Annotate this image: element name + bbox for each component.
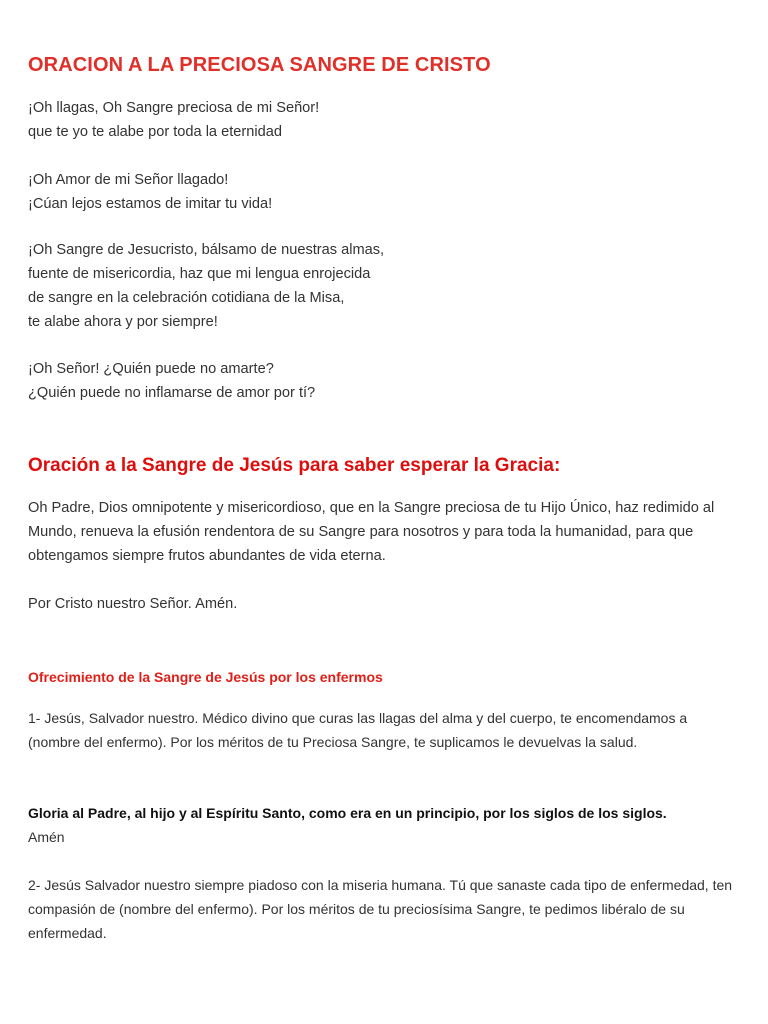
stanza-2 bbox=[28, 168, 272, 216]
stanza-line: fuente de misericordia, haz que mi lengua enrojecida bbox=[28, 266, 371, 282]
amen-line: Amén bbox=[28, 829, 65, 845]
stanza-line: ¡Oh llagas, Oh Sangre preciosa de mi Señor! bbox=[28, 100, 320, 116]
stanza-4 bbox=[28, 357, 315, 405]
stanza-line: ¡Cúan lejos estamos de imitar tu vida! bbox=[28, 196, 273, 212]
section-heading-gracia: Oración a la Sangre de Jesús para saber esperar la Gracia: bbox=[28, 455, 561, 476]
stanza-line: que te yo te alabe por toda la eternidad bbox=[28, 124, 282, 140]
page-title: ORACION A LA PRECIOSA SANGRE DE CRISTO bbox=[28, 54, 491, 76]
gloria-line: Gloria al Padre, al hijo y al Espíritu Santo, como era en un principio, por los siglos de los siglos. bbox=[28, 805, 667, 821]
gracia-closing: Por Cristo nuestro Señor. Amén. bbox=[28, 596, 238, 612]
gloria-block bbox=[28, 801, 738, 849]
stanza-1 bbox=[28, 96, 319, 144]
stanza-3 bbox=[28, 238, 384, 334]
stanza-line: te alabe ahora y por siempre! bbox=[28, 314, 218, 330]
section-heading-enfermos: Ofrecimiento de la Sangre de Jesús por los enfermos bbox=[28, 669, 383, 685]
enfermos-item-2: 2- Jesús Salvador nuestro siempre piadoso con la miseria humana. Tú que sanaste cada tipo de enfermedad, ten compasión de (nombre del enfermo). Por los méritos de tu preciosísima Sangre, te pedimos libéralo de su enfermedad. bbox=[28, 877, 733, 941]
stanza-line: ¡Oh Señor! ¿Quién puede no amarte? bbox=[28, 361, 274, 377]
stanza-line: ¿Quién puede no inflamarse de amor por tí? bbox=[28, 385, 316, 401]
gracia-paragraph: Oh Padre, Dios omnipotente y misericordioso, que en la Sangre preciosa de tu Hijo Único, haz redimido al Mundo, renueva la efusión rendentora de su Sangre para nosotros y para toda la humanidad, para que obtengamos siempre frutos abundantes de vida eterna. bbox=[28, 500, 715, 564]
stanza-line: ¡Oh Sangre de Jesucristo, bálsamo de nuestras almas, bbox=[28, 242, 385, 258]
stanza-line: de sangre en la celebración cotidiana de la Misa, bbox=[28, 290, 345, 306]
enfermos-item-1: 1- Jesús, Salvador nuestro. Médico divino que curas las llagas del alma y del cuerpo, te encomendamos a (nombre del enfermo). Por los méritos de tu Preciosa Sangre, te suplicamos le devuelvas la salud. bbox=[28, 710, 688, 750]
stanza-line: ¡Oh Amor de mi Señor llagado! bbox=[28, 172, 229, 188]
